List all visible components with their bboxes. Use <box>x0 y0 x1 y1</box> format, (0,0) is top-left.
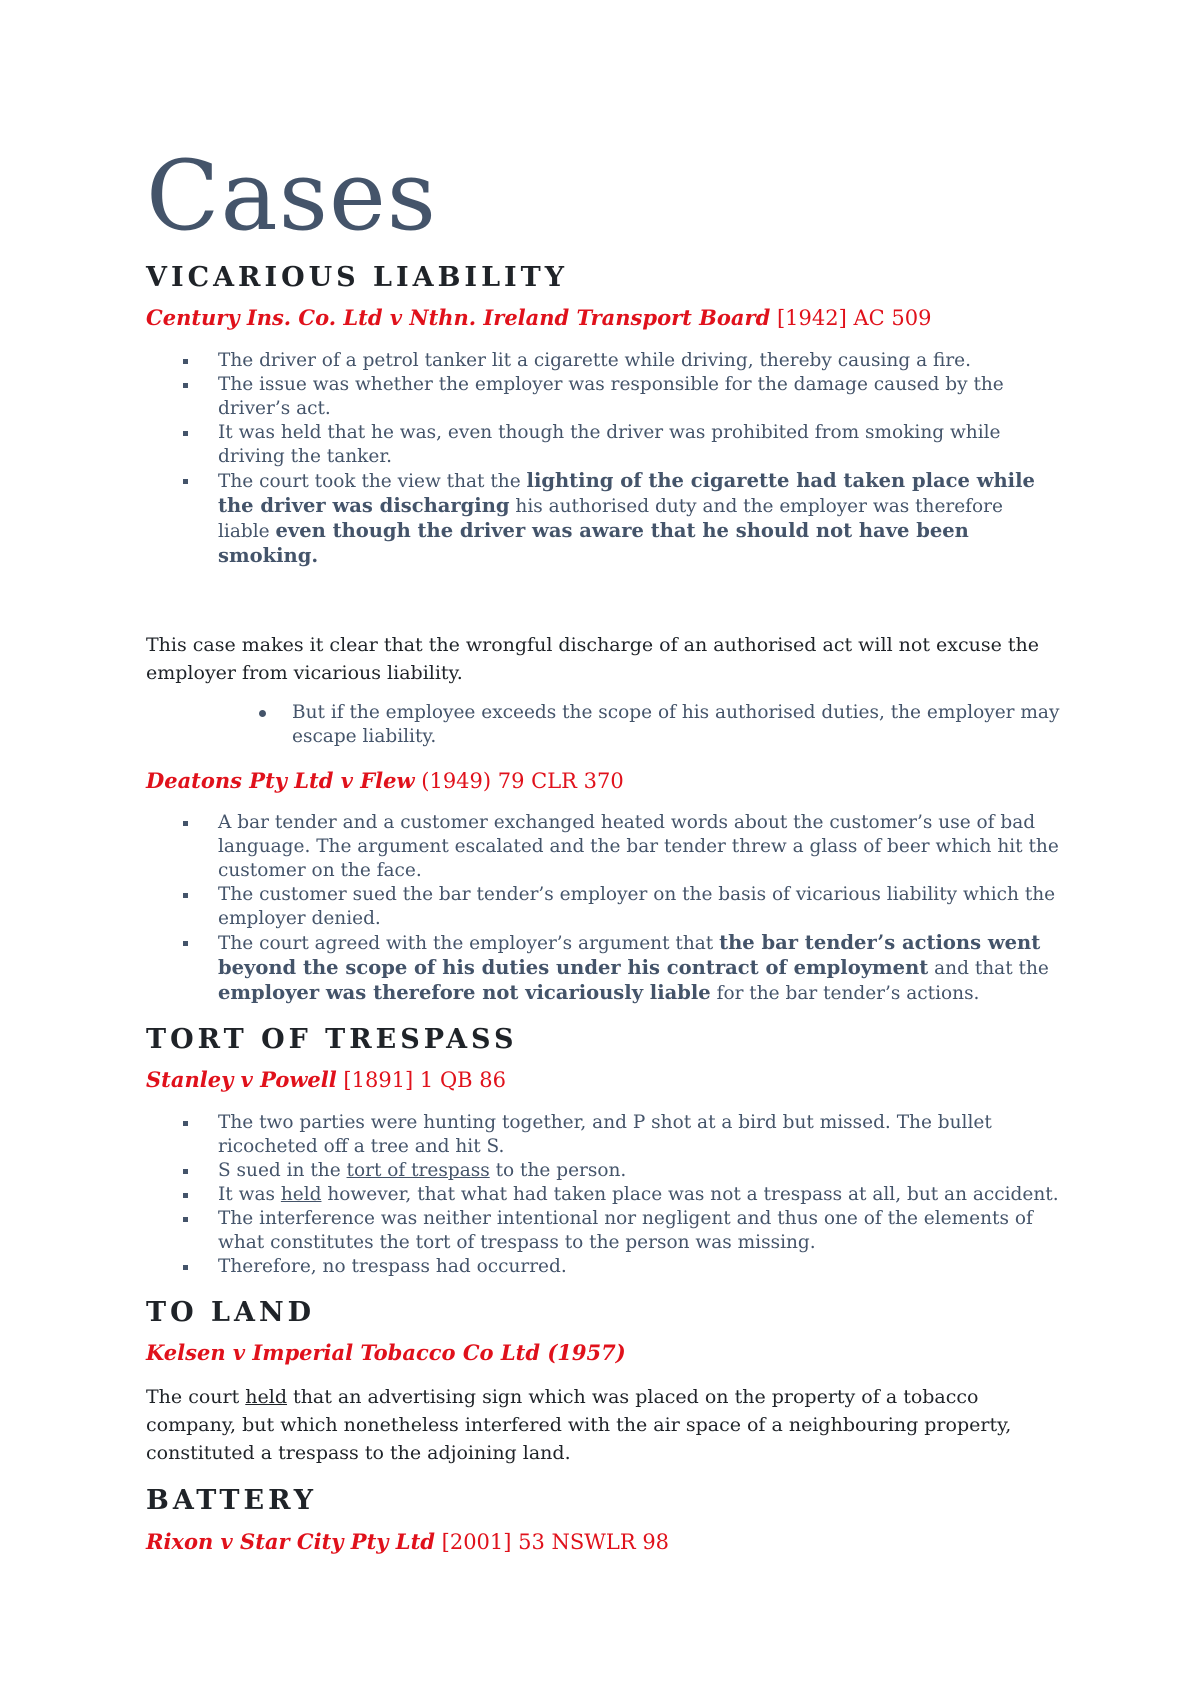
bold-text: employer was therefore not vicariously liable <box>218 980 711 1004</box>
note-list <box>146 701 1060 749</box>
case-citation: [2001] 53 NSWLR 98 <box>434 1529 670 1554</box>
case-points-stanley <box>146 1111 1060 1279</box>
case-title-stanley <box>146 1066 1060 1094</box>
held-link[interactable]: held <box>280 1183 322 1205</box>
text-run: The court <box>146 1386 246 1409</box>
case-citation: [1891] 1 QB 86 <box>336 1068 506 1093</box>
text-run: . <box>311 543 319 567</box>
text-run: that an advertising sign which was placed on the property of a tobacco company, but which nonetheless interfered with the air space of a neighbouring property, constituted a trespass to the adjoining land. <box>146 1386 1012 1465</box>
text-run: his authorised duty and the employer was therefore liable <box>218 495 1003 542</box>
paragraph-vicarious-summary: This case makes it clear that the wrongful discharge of an authorised act will not excuse the employer from vicarious liability. <box>146 633 1040 684</box>
list-item: The issue was whether the employer was responsible for the damage caused by the driver’s act. <box>218 373 1060 421</box>
list-item: The two parties were hunting together, and P shot at a bird but missed. The bullet ricocheted off a tree and hit S. <box>218 1111 1060 1159</box>
list-item <box>218 1183 1060 1207</box>
section-heading-tort-of-trespass: TORT OF TRESPASS <box>146 1023 518 1055</box>
case-name: Rixon v Star City Pty Ltd <box>146 1528 435 1554</box>
section-heading-vicarious-liability: VICARIOUS LIABILITY <box>146 262 569 293</box>
section-heading-battery: BATTERY <box>146 1485 317 1517</box>
case-name: Stanley v Powell <box>146 1067 337 1093</box>
tort-of-trespass-link[interactable]: tort of trespass <box>346 1159 490 1181</box>
list-item: It was held that he was, even though the driver was prohibited from smoking while driving the tanker. <box>218 421 1060 469</box>
case-title-deatons <box>146 767 1060 795</box>
text-run: however, that what had taken place was not a trespass at all, but an accident. <box>321 1183 1059 1205</box>
case-title-kelsen <box>146 1339 1060 1367</box>
text-run: to the person. <box>489 1159 627 1181</box>
text-run: for the bar tender’s actions. <box>710 982 980 1004</box>
case-title-rixon <box>146 1528 1060 1556</box>
text-run: S sued in the <box>218 1159 347 1181</box>
list-item: The customer sued the bar tender’s employer on the basis of vicarious liability which the employer denied. <box>218 883 1060 931</box>
text-run: The court agreed with the employer’s argument that <box>218 932 720 954</box>
section-heading-to-land: TO LAND <box>146 1296 316 1328</box>
list-item: Therefore, no trespass had occurred. <box>218 1255 1060 1279</box>
bold-text: the bar tender’s actions went beyond the scope of his duties under his contract of employment <box>218 930 1041 979</box>
list-item: But if the employee exceeds the scope of his authorised duties, the employer may escape liability. <box>292 701 1060 747</box>
held-link[interactable]: held <box>245 1386 288 1409</box>
case-citation: [1942] AC 509 <box>770 306 932 331</box>
bold-text: lighting of the cigarette had taken place while the driver was discharging <box>218 468 1035 517</box>
list-item: The driver of a petrol tanker lit a cigarette while driving, thereby causing a fire. <box>218 349 1060 373</box>
case-name: Century Ins. Co. Ltd v Nthn. Ireland Transport Board <box>146 305 771 331</box>
case-title-century <box>146 304 1060 332</box>
list-item <box>218 1159 1060 1183</box>
list-item <box>218 469 1060 569</box>
case-name: Deatons Pty Ltd v Flew <box>146 767 415 793</box>
paragraph-kelsen <box>146 1383 1060 1467</box>
text-run: The court took the view that the <box>218 470 527 492</box>
list-item: A bar tender and a customer exchanged heated words about the customer’s use of bad language. The argument escalated and the bar tender threw a glass of beer which hit the customer on the face. <box>218 811 1059 881</box>
list-item: The interference was neither intentional nor negligent and thus one of the elements of what constitutes the tort of trespass to the person was missing. <box>218 1207 1060 1255</box>
case-name: Kelsen v Imperial Tobacco Co Ltd (1957) <box>146 1340 626 1366</box>
case-points-century <box>146 349 1060 569</box>
list-item <box>218 931 1060 1006</box>
bold-text: even though the driver was aware that he should not have been smoking <box>218 518 969 567</box>
text-run: and that the <box>928 957 1049 979</box>
case-points-deatons <box>146 811 1060 1006</box>
page-title: Cases <box>146 140 438 252</box>
case-citation: (1949) 79 CLR 370 <box>414 768 624 793</box>
text-run: It was <box>218 1183 281 1205</box>
